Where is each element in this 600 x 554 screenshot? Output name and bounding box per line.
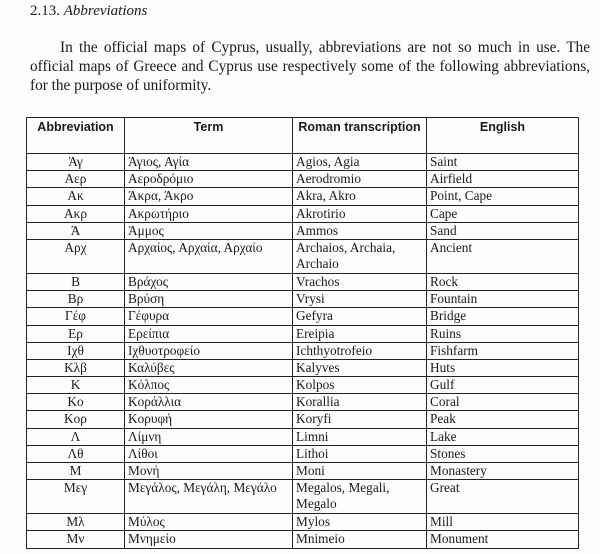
cell-term: Μνημείο <box>125 531 293 548</box>
cell-roman-transcription: Ereipia <box>293 325 427 342</box>
cell-abbreviation: Μ <box>27 463 125 480</box>
cell-abbreviation: Κο <box>27 394 125 411</box>
header-english: English <box>427 118 579 154</box>
cell-english: Monument <box>427 531 579 548</box>
cell-abbreviation: Μν <box>27 531 125 548</box>
table-body <box>27 154 579 549</box>
cell-abbreviation: Ιχθ <box>27 342 125 359</box>
cell-abbreviation: Αρχ <box>27 239 125 273</box>
intro-text: In the official maps of Cyprus, usually, abbreviations are not so much in use. The official maps of Greece and Cyprus use respectively some of the following abbreviations, for the purpose of uniformity. <box>30 39 590 94</box>
table-row <box>27 239 579 273</box>
cell-term: Γέφυρα <box>125 308 293 325</box>
cell-roman-transcription: Ichthyotrofeio <box>293 342 427 359</box>
cell-term: Κοράλλια <box>125 394 293 411</box>
cell-roman-transcription: Vrysi <box>293 291 427 308</box>
cell-roman-transcription: Aerodromio <box>293 171 427 188</box>
cell-abbreviation: Ακρ <box>27 205 125 222</box>
cell-english: Huts <box>427 359 579 376</box>
table-row <box>27 531 579 548</box>
cell-abbreviation: Ά <box>27 222 125 239</box>
cell-abbreviation: Λθ <box>27 445 125 462</box>
cell-english: Bridge <box>427 308 579 325</box>
table-row <box>27 171 579 188</box>
cell-term: Μύλος <box>125 514 293 531</box>
table-row <box>27 445 579 462</box>
cell-abbreviation: Κορ <box>27 411 125 428</box>
cell-term: Βρύση <box>125 291 293 308</box>
cell-term: Αρχαίος, Αρχαία, Αρχαίο <box>125 239 293 273</box>
cell-roman-transcription: Koryfi <box>293 411 427 428</box>
table-row <box>27 188 579 205</box>
cell-roman-transcription: Lithoi <box>293 445 427 462</box>
intro-paragraph <box>30 38 590 95</box>
cell-english: Ruins <box>427 325 579 342</box>
table-row <box>27 273 579 290</box>
cell-roman-transcription: Ammos <box>293 222 427 239</box>
table-row <box>27 308 579 325</box>
cell-english: Rock <box>427 273 579 290</box>
cell-english: Monastery <box>427 463 579 480</box>
cell-english: Ancient <box>427 239 579 273</box>
table-row <box>27 480 579 514</box>
cell-roman-transcription: Megalos, Megali, Megalo <box>293 480 427 514</box>
cell-abbreviation: Βρ <box>27 291 125 308</box>
table-row <box>27 325 579 342</box>
cell-roman-transcription: Kalyves <box>293 359 427 376</box>
cell-roman-transcription: Mnimeio <box>293 531 427 548</box>
section-title: Abbreviations <box>63 3 148 19</box>
cell-english: Great <box>427 480 579 514</box>
cell-english: Gulf <box>427 377 579 394</box>
cell-abbreviation: Λ <box>27 428 125 445</box>
cell-term: Βράχος <box>125 273 293 290</box>
cell-roman-transcription: Kolpos <box>293 377 427 394</box>
cell-term: Μονή <box>125 463 293 480</box>
cell-term: Λίμνη <box>125 428 293 445</box>
cell-term: Κόλπος <box>125 377 293 394</box>
cell-abbreviation: Μεγ <box>27 480 125 514</box>
cell-english: Lake <box>427 428 579 445</box>
cell-abbreviation: Ερ <box>27 325 125 342</box>
cell-abbreviation: Άγ <box>27 154 125 171</box>
cell-term: Ιχθυοτροφείο <box>125 342 293 359</box>
cell-abbreviation: Μλ <box>27 514 125 531</box>
cell-roman-transcription: Limni <box>293 428 427 445</box>
table-row <box>27 394 579 411</box>
table-row <box>27 205 579 222</box>
section-heading <box>30 3 147 20</box>
abbreviations-table <box>26 117 579 549</box>
table-row <box>27 359 579 376</box>
cell-roman-transcription: Akra, Akro <box>293 188 427 205</box>
cell-roman-transcription: Akrotirio <box>293 205 427 222</box>
cell-abbreviation: Γέφ <box>27 308 125 325</box>
section-number: 2.13. <box>30 3 60 19</box>
cell-abbreviation: Κλβ <box>27 359 125 376</box>
table-row <box>27 342 579 359</box>
header-term: Term <box>125 118 293 154</box>
cell-roman-transcription: Agios, Agia <box>293 154 427 171</box>
table-row <box>27 411 579 428</box>
table-row <box>27 514 579 531</box>
cell-english: Saint <box>427 154 579 171</box>
cell-english: Airfield <box>427 171 579 188</box>
cell-english: Mill <box>427 514 579 531</box>
cell-english: Point, Cape <box>427 188 579 205</box>
cell-term: Ακρωτήριο <box>125 205 293 222</box>
cell-term: Λίθοι <box>125 445 293 462</box>
cell-abbreviation: Β <box>27 273 125 290</box>
cell-term: Ερείπια <box>125 325 293 342</box>
table-row <box>27 428 579 445</box>
cell-abbreviation: Κ <box>27 377 125 394</box>
table-row <box>27 291 579 308</box>
cell-term: Αεροδρόμιο <box>125 171 293 188</box>
table-header-row <box>27 118 579 154</box>
cell-roman-transcription: Gefyra <box>293 308 427 325</box>
cell-term: Μεγάλος, Μεγάλη, Μεγάλο <box>125 480 293 514</box>
cell-english: Sand <box>427 222 579 239</box>
cell-roman-transcription: Archaios, Archaia, Archaio <box>293 239 427 273</box>
table-row <box>27 377 579 394</box>
cell-english: Coral <box>427 394 579 411</box>
cell-term: Κορυφή <box>125 411 293 428</box>
cell-english: Cape <box>427 205 579 222</box>
header-roman-transcription: Roman transcription <box>293 118 427 154</box>
cell-term: Άμμος <box>125 222 293 239</box>
cell-roman-transcription: Mylos <box>293 514 427 531</box>
cell-term: Καλύβες <box>125 359 293 376</box>
header-abbreviation: Abbreviation <box>27 118 125 154</box>
cell-english: Peak <box>427 411 579 428</box>
cell-english: Fishfarm <box>427 342 579 359</box>
table-row <box>27 154 579 171</box>
cell-term: Άγιος, Αγία <box>125 154 293 171</box>
cell-roman-transcription: Korallia <box>293 394 427 411</box>
cell-roman-transcription: Moni <box>293 463 427 480</box>
cell-english: Fountain <box>427 291 579 308</box>
table-row <box>27 222 579 239</box>
cell-english: Stones <box>427 445 579 462</box>
cell-roman-transcription: Vrachos <box>293 273 427 290</box>
cell-abbreviation: Αερ <box>27 171 125 188</box>
cell-term: Άκρα, Άκρο <box>125 188 293 205</box>
table-row <box>27 463 579 480</box>
cell-abbreviation: Ακ <box>27 188 125 205</box>
